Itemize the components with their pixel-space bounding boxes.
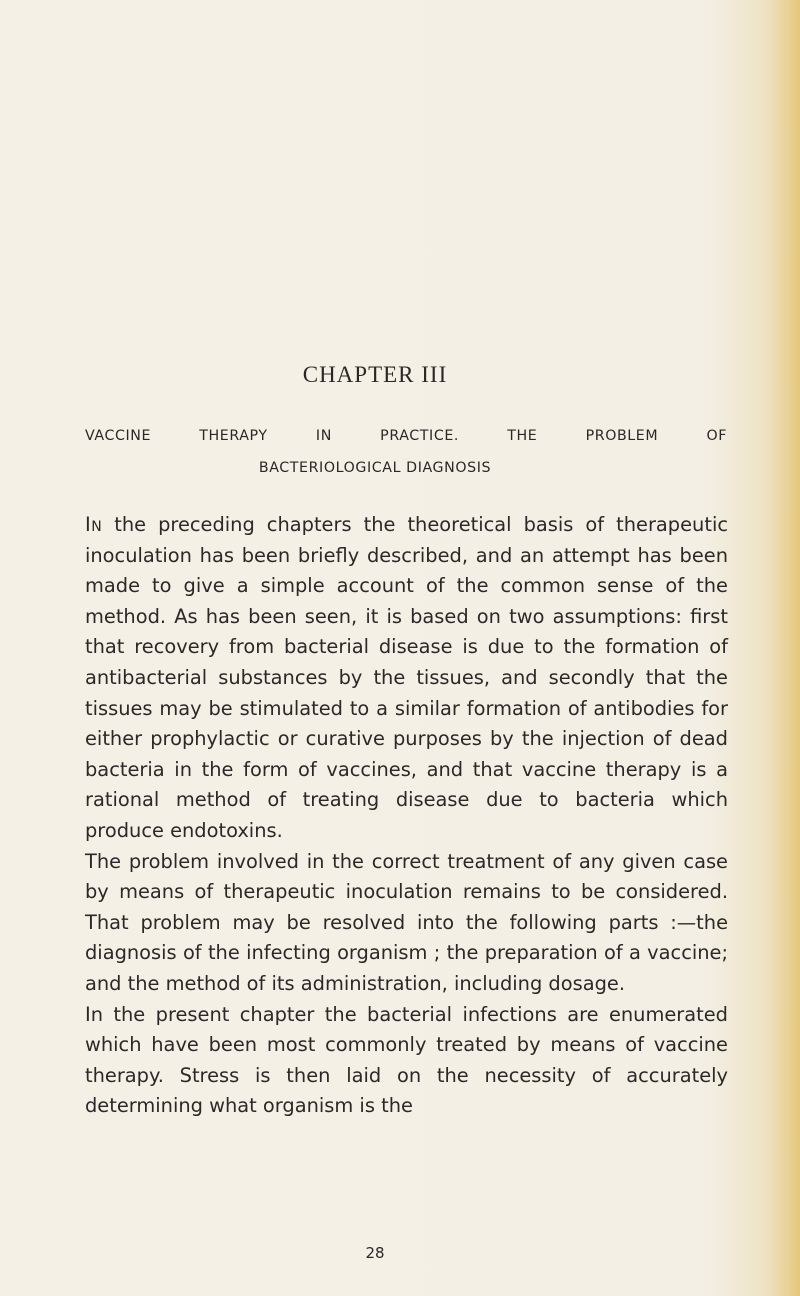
chapter-title: CHAPTER III: [302, 362, 448, 387]
paragraph-1: [85, 510, 728, 847]
paragraph-1-first-word: In: [85, 513, 103, 536]
chapter-subtitle-line-1: VACCINE THERAPY IN PRACTICE. THE PROBLEM OF: [85, 428, 727, 444]
paragraph-1-text: the preceding chapters the theoretical basis of therapeutic inoculation has been briefly described, and an attempt has been made to give a simple account of the common sense of the method. As has been seen, it is based on two assumptions: first that recovery from bacterial disease is due to the formation of antibacterial substances by the tissues, and secondly that the tissues may be stimulated to a similar formation of antibodies for either prophylactic or curative purposes by the injection of dead bacteria in the form of vaccines, and that vaccine therapy is a rational method of treating disease due to bacteria which produce endotoxins.: [85, 513, 728, 842]
page-number: 28: [365, 1244, 385, 1262]
paragraph-3: In the present chapter the bacterial infections are enumerated which have been most commonly treated by means of vaccine therapy. Stress is then laid on the necessity of accurately determining what organism is the: [85, 1002, 728, 1118]
chapter-subtitle-line-2: BACTERIOLOGICAL DIAGNOSIS: [258, 460, 492, 476]
body-text: [85, 510, 728, 1122]
paragraph-2: The problem involved in the correct treatment of any given case by means of therapeutic inoculation remains to be considered. That problem may be resolved into the following parts :—the diagnosis of the infecting organism ; the preparation of a vaccine; and the method of its administration, including dosage.: [85, 849, 728, 995]
page-edge-shading: [770, 0, 800, 1296]
